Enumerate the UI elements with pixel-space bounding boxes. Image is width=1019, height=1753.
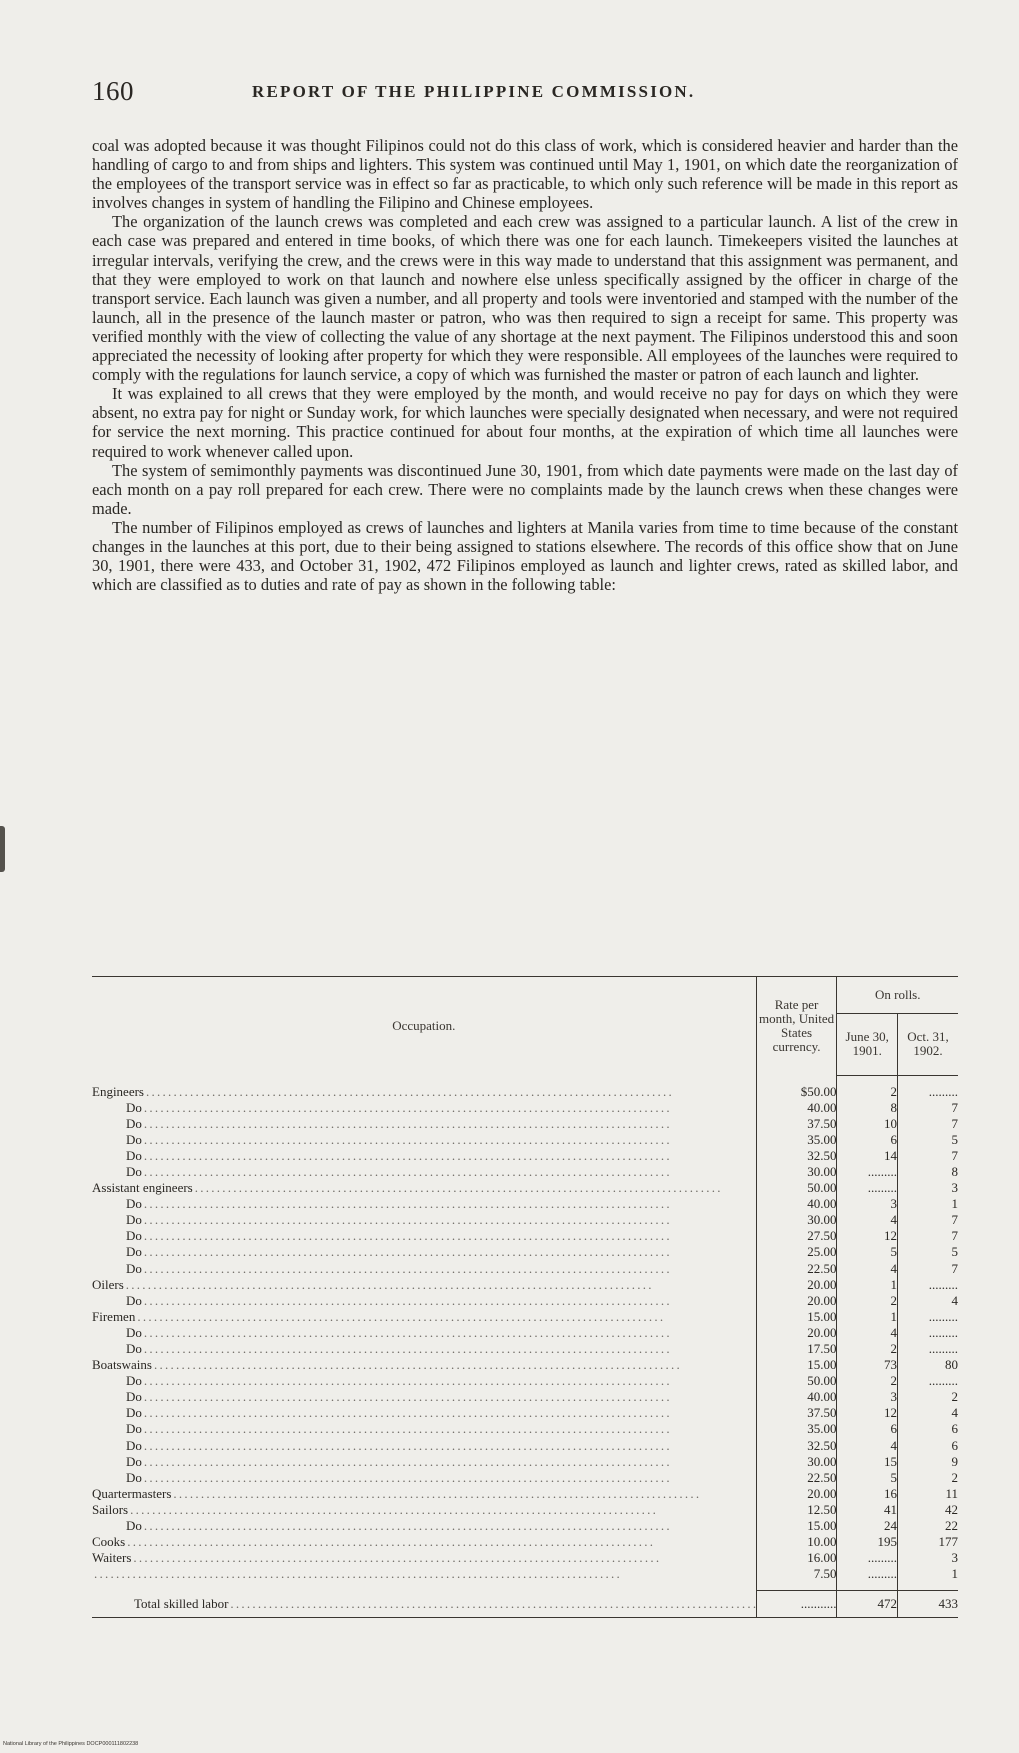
occupation-table <box>92 976 958 1617</box>
table-row <box>92 1293 958 1309</box>
occupation-label: Waiters <box>92 1550 132 1566</box>
occupation-cell <box>92 1405 756 1421</box>
occupation-label: Firemen <box>92 1308 136 1324</box>
occupation-label: Do <box>126 1469 142 1485</box>
oct-1902-cell: ......... <box>928 1308 958 1324</box>
table-row <box>92 1421 958 1437</box>
leader-dots <box>144 1454 756 1470</box>
oct-1902-cell: 7 <box>951 1115 958 1131</box>
leader-dots <box>144 1293 756 1309</box>
occupation-label: Engineers <box>92 1083 144 1099</box>
leader-dots <box>144 1196 756 1212</box>
table-row <box>92 1534 958 1550</box>
header-occupation: Occupation. <box>92 977 756 1076</box>
rate-cell: 40.00 <box>756 1389 837 1405</box>
leader-dots <box>127 1534 755 1550</box>
occupation-label: Do <box>126 1228 142 1244</box>
rate-cell: 12.50 <box>756 1502 837 1518</box>
june-1901-cell: ......... <box>837 1180 898 1196</box>
table-row <box>92 1132 958 1148</box>
rate-cell: $50.00 <box>756 1084 837 1100</box>
table-row <box>92 1405 958 1421</box>
oct-1902-cell: 1 <box>951 1196 958 1212</box>
table-row <box>92 1470 958 1486</box>
leader-dots <box>144 1228 756 1244</box>
table-row <box>92 1309 958 1325</box>
total-oct-1902: 433 <box>897 1591 958 1618</box>
occupation-cell <box>92 1164 756 1180</box>
leader-dots <box>144 1470 756 1486</box>
oct-1902-cell: 3 <box>951 1180 958 1196</box>
rate-cell: 20.00 <box>756 1293 837 1309</box>
rate-cell: 20.00 <box>756 1486 837 1502</box>
oct-1902-cell: ......... <box>928 1276 958 1292</box>
table-row <box>92 1438 958 1454</box>
leader-dots <box>144 1212 756 1228</box>
occupation-label: Do <box>126 1163 142 1179</box>
paragraph-1: coal was adopted because it was thought Filipinos could not do this class of work, which is considered heavier and harder than the handling of cargo to and from ships and lighters. This system was continued until May 1, 1901, on which date the reorganization of the employees of the transport service was in effect so far as practicable, to which only such reference will be made in this report as involves changes in system of handling the Filipino and Chinese employees. <box>92 136 958 213</box>
table-row <box>92 1357 958 1373</box>
oct-1902-cell: 8 <box>951 1163 958 1179</box>
rate-cell: 35.00 <box>756 1132 837 1148</box>
june-1901-cell: 8 <box>837 1100 898 1116</box>
occupation-label: Assistant engineers <box>92 1180 193 1196</box>
occupation-label: Do <box>126 1437 142 1453</box>
paragraph-4: The system of semimonthly payments was discontinued June 30, 1901, from which date payments were made on the last day of each month on a pay roll prepared for each crew. There were no complaints made by the launch crews when these changes were made. <box>92 460 958 518</box>
june-1901-cell: 15 <box>837 1454 898 1470</box>
occupation-label: Oilers <box>92 1276 124 1292</box>
june-1901-cell: 10 <box>837 1116 898 1132</box>
oct-1902-cell: 4 <box>951 1405 958 1421</box>
occupation-label: Do <box>126 1115 142 1131</box>
rate-cell: 22.50 <box>756 1261 837 1277</box>
leader-dots <box>154 1357 756 1373</box>
occupation-cell <box>92 1084 756 1100</box>
oct-1902-cell: 6 <box>951 1437 958 1453</box>
header-on-rolls: On rolls. <box>837 977 958 1014</box>
oct-1902-cell: 1 <box>951 1566 958 1582</box>
leader-dots <box>133 1550 755 1566</box>
june-1901-cell: 14 <box>837 1148 898 1164</box>
table-row <box>92 1389 958 1405</box>
table-row <box>92 1228 958 1244</box>
leader-dots <box>144 1132 756 1148</box>
june-1901-cell: 3 <box>837 1196 898 1212</box>
leader-dots <box>146 1084 756 1100</box>
table-row <box>92 1212 958 1228</box>
body-text <box>92 136 958 594</box>
leader-dots <box>195 1180 756 1196</box>
occupation-cell <box>92 1132 756 1148</box>
occupation-label: Do <box>126 1421 142 1437</box>
oct-1902-cell: 22 <box>945 1518 958 1534</box>
header-oct-1902: Oct. 31, 1902. <box>897 1014 958 1075</box>
june-1901-cell: 2 <box>837 1341 898 1357</box>
occupation-cell <box>92 1293 756 1309</box>
june-1901-cell: ......... <box>837 1164 898 1180</box>
leader-dots <box>144 1325 756 1341</box>
table-row <box>92 1196 958 1212</box>
table-row <box>92 1084 958 1100</box>
rate-cell: 50.00 <box>756 1373 837 1389</box>
oct-1902-cell: 177 <box>938 1534 958 1550</box>
rate-cell: 16.00 <box>756 1550 837 1566</box>
occupation-cell <box>92 1180 756 1196</box>
occupation-cell <box>92 1389 756 1405</box>
occupation-cell <box>92 1261 756 1277</box>
oct-1902-cell: ......... <box>928 1341 958 1356</box>
occupation-cell <box>92 1357 756 1373</box>
occupation-cell <box>92 1438 756 1454</box>
leader-dots <box>144 1438 756 1454</box>
leader-dots <box>144 1100 756 1116</box>
table-row <box>92 1244 958 1260</box>
rate-cell: 30.00 <box>756 1212 837 1228</box>
table-body <box>92 1075 958 1617</box>
rate-cell: 50.00 <box>756 1180 837 1196</box>
running-head: REPORT OF THE PHILIPPINE COMMISSION. <box>252 82 696 101</box>
occupation-cell <box>92 1277 756 1293</box>
total-label-cell <box>92 1591 756 1618</box>
rate-cell: 15.00 <box>756 1357 837 1373</box>
oct-1902-cell: 80 <box>945 1357 958 1373</box>
occupation-cell <box>92 1212 756 1228</box>
occupation-cell <box>92 1325 756 1341</box>
june-1901-cell: 6 <box>837 1421 898 1437</box>
table-row <box>92 1454 958 1470</box>
occupation-label: Do <box>126 1389 142 1405</box>
occupation-label: Do <box>126 1324 142 1340</box>
leader-dots <box>94 1566 756 1582</box>
total-rate-cell: ........... <box>756 1591 837 1618</box>
occupation-cell <box>92 1341 756 1357</box>
table-row <box>92 1566 958 1582</box>
leader-dots <box>144 1116 756 1132</box>
leader-dots <box>144 1389 756 1405</box>
occupation-cell <box>92 1100 756 1116</box>
rate-cell: 40.00 <box>756 1100 837 1116</box>
leader-dots <box>144 1261 756 1277</box>
page-edge-mark <box>0 826 5 872</box>
leader-dots <box>144 1518 756 1534</box>
oct-1902-cell: 5 <box>951 1244 958 1260</box>
rate-cell: 37.50 <box>756 1116 837 1132</box>
rate-cell: 20.00 <box>756 1277 837 1293</box>
leader-dots <box>126 1277 756 1293</box>
occupation-label: Cooks <box>92 1534 126 1550</box>
oct-1902-cell: 11 <box>945 1485 958 1501</box>
table-row <box>92 1518 958 1534</box>
table-row <box>92 1373 958 1389</box>
table-row <box>92 1341 958 1357</box>
table-row <box>92 1180 958 1196</box>
occupation-label: Do <box>126 1405 142 1421</box>
june-1901-cell: ......... <box>837 1550 898 1566</box>
occupation-label: Quartermasters <box>92 1485 172 1501</box>
table-row <box>92 1261 958 1277</box>
june-1901-cell: 2 <box>837 1293 898 1309</box>
june-1901-cell: 2 <box>837 1373 898 1389</box>
june-1901-cell: 3 <box>837 1389 898 1405</box>
paragraph-5: The number of Filipinos employed as crews of launches and lighters at Manila varies from time to time because of the constant changes in the launches at this port, due to their being assigned to stations elsewhere. The records of this office show that on June 30, 1901, there were 433, and October 31, 1902, 472 Filipinos employed as launch and lighter crews, rated as skilled labor, and which are classified as to duties and rate of pay as shown in the following table: <box>92 517 958 595</box>
table-row <box>92 1116 958 1132</box>
leader-dots <box>144 1341 756 1357</box>
june-1901-cell: ......... <box>837 1566 898 1582</box>
rate-cell: 32.50 <box>756 1148 837 1164</box>
rate-cell: 22.50 <box>756 1470 837 1486</box>
occupation-label: Do <box>126 1212 142 1228</box>
june-1901-cell: 4 <box>837 1261 898 1277</box>
occupation-label: Do <box>126 1518 142 1534</box>
rate-cell: 30.00 <box>756 1454 837 1470</box>
occupation-cell <box>92 1244 756 1260</box>
occupation-label: Do <box>126 1147 142 1163</box>
occupation-cell <box>92 1373 756 1389</box>
leader-dots <box>144 1244 756 1260</box>
june-1901-cell: 24 <box>837 1518 898 1534</box>
june-1901-cell: 73 <box>837 1357 898 1373</box>
leader-dots <box>144 1148 756 1164</box>
oct-1902-cell: 7 <box>951 1099 958 1115</box>
occupation-label: Do <box>126 1196 142 1212</box>
occupation-label: Do <box>126 1099 142 1115</box>
occupation-cell <box>92 1148 756 1164</box>
oct-1902-cell: 3 <box>951 1550 958 1566</box>
leader-dots <box>144 1405 756 1421</box>
occupation-label: Do <box>126 1244 142 1260</box>
oct-1902-cell: 7 <box>951 1147 958 1163</box>
oct-1902-cell: 6 <box>951 1421 958 1437</box>
rate-cell: 40.00 <box>756 1196 837 1212</box>
page-number: 160 <box>92 76 134 106</box>
footer-note: National Library of the Philippines DOCP000111802238 <box>3 1741 139 1747</box>
june-1901-cell: 195 <box>837 1534 898 1550</box>
rate-cell: 30.00 <box>756 1164 837 1180</box>
occupation-table-wrap <box>92 976 958 1618</box>
june-1901-cell: 5 <box>837 1244 898 1260</box>
occupation-label: Do <box>126 1373 142 1389</box>
june-1901-cell: 41 <box>837 1502 898 1518</box>
occupation-cell <box>92 1566 756 1582</box>
occupation-label: Do <box>126 1292 142 1308</box>
leader-dots <box>230 1596 755 1612</box>
paragraph-3: It was explained to all crews that they were employed by the month, and would receive no pay for days on which they were absent, no extra pay for night or Sunday work, for which launches were specially designated when necessary, and were not required for service the next morning. This practice continued for about four months, at the expiration of which time all launches were required to work whenever called upon. <box>92 384 958 461</box>
rate-cell: 32.50 <box>756 1438 837 1454</box>
oct-1902-cell: 42 <box>945 1501 958 1517</box>
oct-1902-cell: ......... <box>928 1083 958 1099</box>
table-row <box>92 1164 958 1180</box>
june-1901-cell: 12 <box>837 1228 898 1244</box>
paragraph-2: The organization of the launch crews was completed and each crew was assigned to a particular launch. A list of the crew in each case was prepared and entered in time books, of which there was one for each launch. Timekeepers visited the launches at irregular intervals, verifying the crew, and the crews were in this way made to understand that this assignment was permanent, and that they were employed to work on that launch and nowhere else unless specifically assigned by the officer in charge of the transport service. Each launch was given a number, and all property and tools were inventoried and stamped with the number of the launch, all in the presence of the launch master or patron, who was then required to sign a receipt for same. This property was verified monthly with the view of collecting the value of any shortage at the next payment. The Filipinos understood this and soon appreciated the necessity of looking after property for which they were responsible. All employees of the launches were required to comply with the regulations for launch service, a copy of which was furnished the master or patron of each launch and lighter. <box>92 212 958 385</box>
june-1901-cell: 5 <box>837 1470 898 1486</box>
occupation-cell <box>92 1421 756 1437</box>
oct-1902-cell: 2 <box>951 1389 958 1405</box>
header-june-1901: June 30, 1901. <box>837 1014 898 1075</box>
oct-1902-cell: 7 <box>951 1228 958 1244</box>
oct-1902-cell: 2 <box>951 1469 958 1485</box>
oct-1902-cell: 5 <box>951 1131 958 1147</box>
oct-1902-cell: 4 <box>951 1292 958 1308</box>
occupation-cell <box>92 1196 756 1212</box>
occupation-label: Sailors <box>92 1501 129 1517</box>
june-1901-cell: 4 <box>837 1325 898 1341</box>
rate-cell: 15.00 <box>756 1309 837 1325</box>
oct-1902-cell: 7 <box>951 1260 958 1276</box>
june-1901-cell: 6 <box>837 1132 898 1148</box>
total-row <box>92 1591 958 1618</box>
june-1901-cell: 1 <box>837 1277 898 1293</box>
oct-1902-cell: 7 <box>951 1212 958 1228</box>
table-bottom-rule <box>92 1617 958 1618</box>
header-rate: Rate per month, United States currency. <box>756 977 837 1076</box>
occupation-label: Do <box>126 1453 142 1469</box>
oct-1902-cell: 9 <box>951 1453 958 1469</box>
occupation-label: Do <box>126 1341 142 1356</box>
occupation-cell <box>92 1470 756 1486</box>
occupation-cell <box>92 1228 756 1244</box>
june-1901-cell: 4 <box>837 1212 898 1228</box>
june-1901-cell: 4 <box>837 1438 898 1454</box>
total-label: Total skilled labor <box>134 1596 229 1612</box>
june-1901-cell: 16 <box>837 1486 898 1502</box>
table-row <box>92 1148 958 1164</box>
table-row <box>92 1277 958 1293</box>
rate-cell: 37.50 <box>756 1405 837 1421</box>
table-row <box>92 1325 958 1341</box>
rate-cell: 35.00 <box>756 1421 837 1437</box>
leader-dots <box>173 1486 755 1502</box>
rate-cell: 25.00 <box>756 1244 837 1260</box>
occupation-cell <box>92 1486 756 1502</box>
june-1901-cell: 1 <box>837 1309 898 1325</box>
leader-dots <box>137 1309 755 1325</box>
rate-cell: 15.00 <box>756 1518 837 1534</box>
rate-cell: 7.50 <box>756 1566 837 1582</box>
rate-cell: 10.00 <box>756 1534 837 1550</box>
rate-cell: 27.50 <box>756 1228 837 1244</box>
oct-1902-cell: ......... <box>928 1324 958 1340</box>
table-row <box>92 1502 958 1518</box>
june-1901-cell: 12 <box>837 1405 898 1421</box>
occupation-cell <box>92 1454 756 1470</box>
rate-cell: 17.50 <box>756 1341 837 1357</box>
rate-cell: 20.00 <box>756 1325 837 1341</box>
oct-1902-cell: ......... <box>928 1373 958 1389</box>
occupation-cell <box>92 1116 756 1132</box>
table-row <box>92 1486 958 1502</box>
leader-dots <box>130 1502 756 1518</box>
occupation-cell <box>92 1534 756 1550</box>
total-june-1901: 472 <box>837 1591 898 1618</box>
june-1901-cell: 2 <box>837 1084 898 1100</box>
leader-dots <box>144 1421 756 1437</box>
occupation-label: Do <box>126 1131 142 1147</box>
occupation-cell <box>92 1550 756 1566</box>
table-row <box>92 1100 958 1116</box>
occupation-label: Boatswains <box>92 1357 152 1373</box>
occupation-label: Do <box>126 1260 142 1276</box>
occupation-cell <box>92 1518 756 1534</box>
leader-dots <box>144 1164 756 1180</box>
occupation-cell <box>92 1309 756 1325</box>
leader-dots <box>144 1373 756 1389</box>
page-header <box>92 76 962 106</box>
occupation-cell <box>92 1502 756 1518</box>
table-row <box>92 1550 958 1566</box>
